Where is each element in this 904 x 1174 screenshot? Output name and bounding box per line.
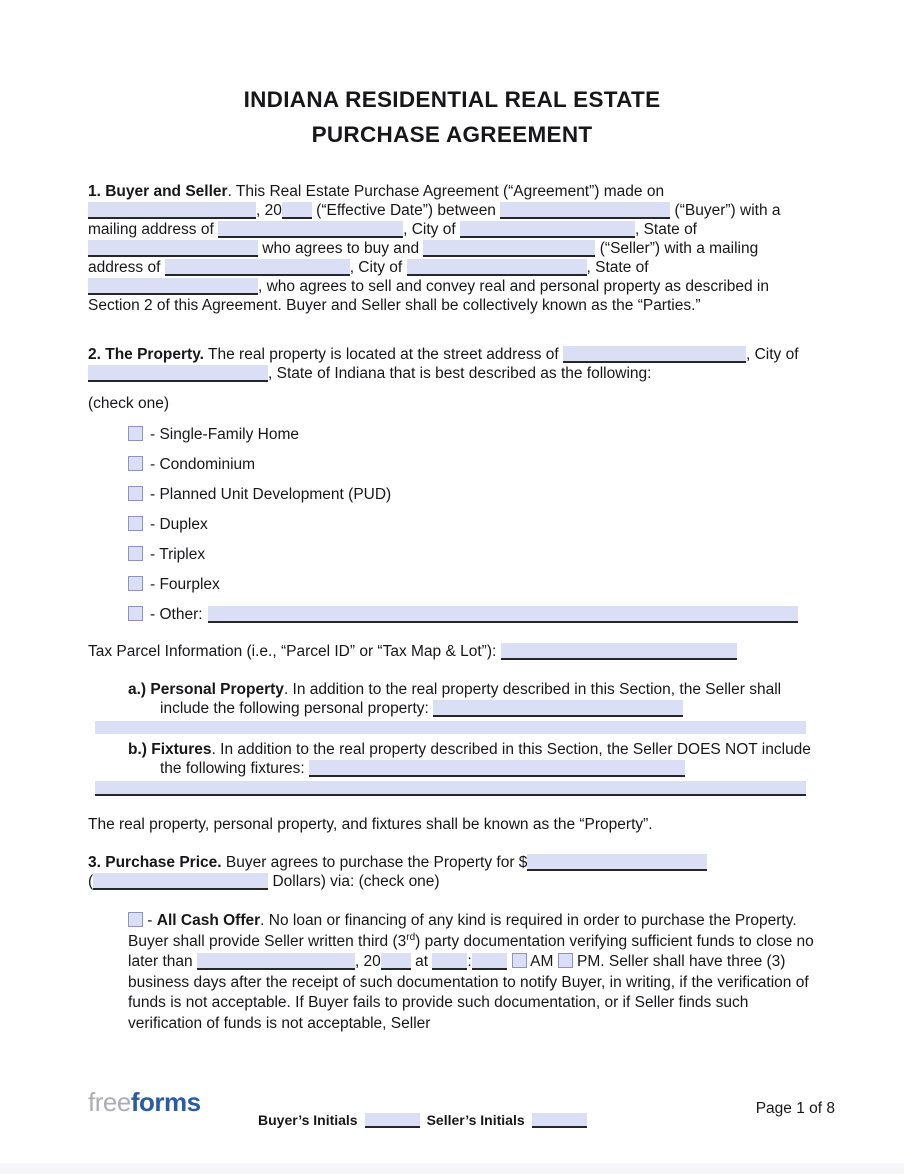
closing-year-field[interactable] [381, 953, 411, 970]
logo-text-free: free [88, 1087, 131, 1117]
property-type-option [128, 455, 816, 474]
pm-option [558, 953, 605, 970]
section-2-text: , State of Indiana that is best described as the following: [268, 365, 652, 382]
triplex-checkbox[interactable] [128, 546, 143, 561]
section-2-heading: 2. The Property. [88, 346, 204, 363]
all-cash-offer-paragraph [128, 911, 816, 1034]
option-label: - Other: [150, 606, 203, 623]
all-cash-offer-heading: All Cash Offer [156, 912, 261, 929]
personal-property-text: . In addition to the real property described in this Section, the Seller shall include the following personal property: [160, 681, 782, 717]
property-type-option [128, 485, 816, 504]
cash-offer-text: Seller shall have three (3) business days after the receipt of such documentation to notify Buyer, in writing, if the verification of funds is not acceptable. If Buyer fails to provide such documentation, or if Seller finds such verification of funds is not acceptable, Seller [128, 953, 809, 1032]
section-1-text: who agrees to buy and [258, 240, 424, 257]
cash-offer-text: . No loan or financing of any kind is required in order to purchase the Property. Buyer shall provide Seller written third (3 [128, 912, 797, 950]
fixtures-text: . In addition to the real property described in this Section, the Seller DOES NOT include the following fixtures: [160, 741, 811, 777]
option-label: - Fourplex [150, 576, 220, 593]
property-definition-paragraph: The real property, personal property, and fixtures shall be known as the “Property”. [88, 816, 653, 833]
cash-offer-text: , 20 [354, 953, 381, 970]
buyers-initials-field[interactable] [365, 1113, 420, 1128]
fixtures-field[interactable] [309, 760, 685, 777]
purchase-price-field[interactable] [527, 854, 707, 871]
section-1-text: , State of [634, 221, 697, 238]
personal-property-heading: Personal Property [150, 681, 284, 698]
all-cash-offer-checkbox[interactable] [128, 912, 143, 927]
am-option [507, 953, 554, 970]
document-title [88, 82, 816, 152]
pm-label: PM. [572, 953, 605, 970]
seller-name-field[interactable] [423, 240, 595, 257]
condominium-checkbox[interactable] [128, 456, 143, 471]
subsection-a-personal-property [128, 680, 816, 734]
am-label: AM [526, 953, 554, 970]
section-1-text: , City of [349, 259, 407, 276]
closing-date-field[interactable] [197, 953, 355, 970]
buyer-state-field[interactable] [88, 240, 258, 257]
page-bottom-edge [0, 1163, 904, 1174]
page-number: Page 1 of 8 [755, 1100, 835, 1117]
property-type-option [128, 575, 816, 594]
option-label: - Duplex [150, 516, 208, 533]
subsection-a-number: a.) [128, 681, 151, 698]
section-2-text: The real property is located at the street address of [204, 346, 563, 363]
fixtures-heading: Fixtures [151, 741, 212, 758]
buyer-city-field[interactable] [460, 221, 635, 238]
title-line-1: INDIANA RESIDENTIAL REAL ESTATE [243, 87, 661, 112]
tax-parcel-label: Tax Parcel Information (i.e., “Parcel ID” or “Tax Map & Lot”): [88, 643, 501, 660]
personal-property-field-line[interactable] [95, 721, 806, 734]
property-type-option [128, 545, 816, 564]
fourplex-checkbox[interactable] [128, 576, 143, 591]
closing-minute-field[interactable] [472, 953, 507, 970]
duplex-checkbox[interactable] [128, 516, 143, 531]
section-1-text: , who agrees to sell and convey real and personal property as described in Section 2 of this Agreement. Buyer and Seller shall be collectively known as the “Parties.” [88, 278, 769, 314]
purchase-price-words-field[interactable] [93, 873, 268, 890]
section-1-text: , City of [403, 221, 460, 238]
initials-line [258, 1111, 594, 1129]
section-1-text: (“Effective Date”) between [311, 202, 501, 219]
tax-parcel-field[interactable] [501, 643, 737, 660]
option-label: - Triplex [150, 546, 206, 563]
am-checkbox[interactable] [512, 953, 527, 968]
property-street-address-field[interactable] [563, 346, 746, 363]
personal-property-field[interactable] [433, 700, 683, 717]
sellers-initials-label: Seller’s Initials [426, 1112, 525, 1128]
seller-city-field[interactable] [407, 259, 587, 276]
property-type-option [128, 605, 816, 624]
price-words-group [88, 873, 268, 890]
effective-date-field[interactable] [88, 202, 256, 219]
sellers-initials-field[interactable] [532, 1113, 587, 1128]
option-label: - Single-Family Home [150, 426, 300, 443]
section-1-heading: 1. Buyer and Seller [88, 183, 228, 200]
fixtures-paragraph [128, 740, 816, 778]
seller-mailing-address-field[interactable] [165, 259, 350, 276]
section-1-text: (“Buyer”) with a mailing address of [88, 202, 781, 238]
document-content [0, 82, 904, 1034]
ordinal-superscript: rd [406, 931, 416, 943]
buyer-mailing-address-field[interactable] [218, 221, 403, 238]
other-checkbox[interactable] [128, 606, 143, 621]
effective-year-field[interactable] [282, 202, 312, 219]
section-3-text: Buyer agrees to purchase the Property for $ [221, 854, 528, 871]
property-city-field[interactable] [88, 365, 268, 382]
section-1-text: , 20 [256, 202, 282, 219]
property-type-list [128, 425, 816, 624]
seller-state-field[interactable] [88, 278, 258, 295]
section-1-text: (“Seller”) with a mailing address of [88, 240, 759, 276]
check-one-label: (check one) [88, 395, 169, 412]
section-2-text: , City of [746, 346, 799, 363]
option-label: - Planned Unit Development (PUD) [150, 486, 392, 503]
section-3-paragraph [88, 853, 816, 891]
tax-parcel-paragraph [88, 642, 816, 661]
buyers-initials-label: Buyer’s Initials [258, 1112, 358, 1128]
buyer-name-field[interactable] [500, 202, 670, 219]
single-family-home-checkbox[interactable] [128, 426, 143, 441]
closing-hour-field[interactable] [432, 953, 467, 970]
subsection-b-fixtures [128, 740, 816, 796]
fixtures-field-line[interactable] [95, 781, 806, 796]
cash-offer-text: : [467, 953, 472, 970]
page-footer [0, 1085, 904, 1165]
option-label: - Condominium [150, 456, 256, 473]
logo-text-forms: forms [130, 1087, 201, 1117]
property-type-option [128, 425, 816, 444]
section-2-paragraph [88, 345, 816, 383]
cash-offer-text: at [410, 953, 433, 970]
other-description-field[interactable] [208, 606, 798, 623]
pm-checkbox[interactable] [558, 953, 573, 968]
section-1-paragraph [88, 182, 816, 315]
section-3-text: ( [88, 873, 94, 890]
cash-offer-text: ) party documentation verifying sufficient funds to close no later than [128, 932, 814, 970]
section-3-text: Dollars) via: (check one) [268, 873, 440, 890]
personal-property-paragraph [128, 680, 816, 718]
section-1-text: . This Real Estate Purchase Agreement (“Agreement”) made on [227, 183, 665, 200]
freeforms-logo [88, 1087, 201, 1117]
property-type-option [128, 515, 816, 534]
subsection-b-number: b.) [128, 741, 152, 758]
cash-offer-text: - [143, 912, 157, 929]
section-3-heading: 3. Purchase Price. [88, 854, 222, 871]
title-line-2: PURCHASE AGREEMENT [311, 122, 593, 147]
section-1-text: , State of [586, 259, 649, 276]
planned-unit-development-checkbox[interactable] [128, 486, 143, 501]
